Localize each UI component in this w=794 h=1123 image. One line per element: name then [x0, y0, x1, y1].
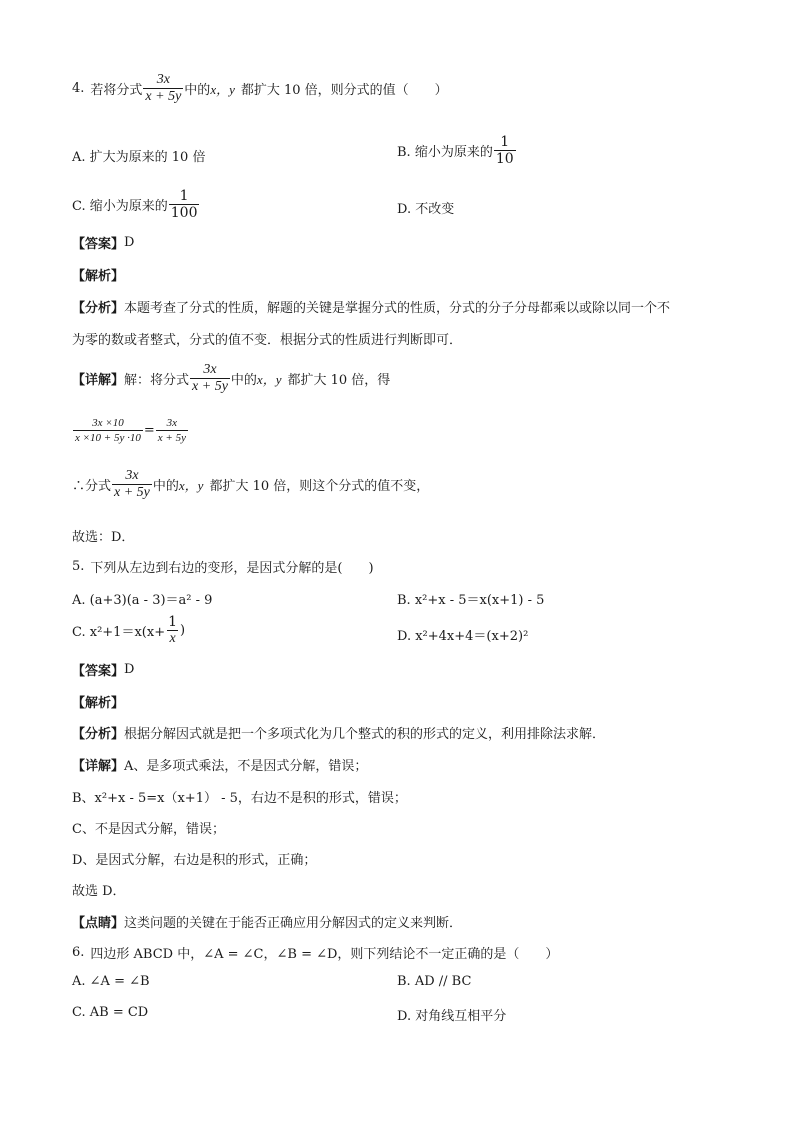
q5-xiangjie-c [72, 818, 225, 837]
q5-dianjing-tag: 【点睛】 [72, 916, 125, 931]
q5-dianjing-text: 这类问题的关键在于能否正确应用分解因式的定义来判断． [124, 916, 463, 931]
q5-xiangjie-b-text: B、x²+x - 5=x（x+1） - 5，右边不是积的形式，错误； [72, 791, 407, 806]
q5-fenxi-tag: 【分析】 [72, 727, 125, 742]
q5-option-b-text: B. x²+x - 5＝x(x+1) - 5 [397, 593, 545, 608]
q5-option-c-den: x [169, 631, 176, 646]
q5-option-a [72, 589, 212, 608]
q4-fenxi-2 [72, 329, 462, 348]
q5-analysis-label: 【解析】 [72, 696, 125, 711]
q4-number: 4. [72, 81, 85, 96]
q5-answer-tag: 【答案】 [72, 664, 125, 679]
q4-therefore [72, 468, 429, 501]
q4-option-a [72, 146, 205, 165]
q4-option-c-den: 100 [170, 205, 198, 221]
q4-xiangjie-tag: 【详解】 [72, 373, 125, 388]
q4-eq-left-den: x ×10 + 5y ·10 [75, 432, 141, 444]
q4-xiangjie-vars: x，y [256, 372, 282, 387]
q6-option-a-text: A. ∠A = ∠B [72, 974, 150, 989]
q6-number: 6. [72, 945, 85, 960]
q4-option-c-fraction [169, 188, 200, 221]
q4-option-b-den: 10 [495, 151, 514, 167]
q4-stem [72, 72, 448, 105]
q4-therefore-vars: x，y [178, 478, 204, 493]
q5-option-b [397, 589, 544, 608]
q4-therefore-c: 都扩大 10 倍，则这个分式的值不变， [209, 479, 430, 494]
q5-fenxi-text: 根据分解因式就是把一个多项式化为几个整式的积的形式的定义，利用排除法求解． [124, 727, 606, 742]
q4-xiangjie-1 [72, 362, 390, 395]
q5-stem [72, 557, 374, 576]
q4-option-d-text: D. 不改变 [397, 202, 455, 217]
q4-fraction-num: 3x [156, 72, 170, 87]
q4-xiangjie-1c: 都扩大 10 倍，得 [287, 373, 391, 388]
q4-fenxi-text-1: 本题考查了分式的性质，解题的关键是掌握分式的性质，分式的分子分母都乘以或除以同一个不 [124, 301, 671, 316]
q4-middle: 中的 [184, 83, 211, 98]
q6-option-b [397, 974, 471, 989]
q4-xiangjie-1a: 解：将分式 [124, 373, 190, 388]
q5-option-c-pre: C. x²+1＝x(x+ [72, 625, 166, 640]
q6-stem [72, 943, 558, 962]
q6-option-a [72, 974, 150, 989]
q4-eq-right-fraction [156, 416, 188, 445]
q4-eq-left-fraction [73, 416, 143, 445]
q6-question: 四边形 ABCD 中，∠A = ∠C，∠B = ∠D，则下列结论不一定正确的是（ ） [90, 947, 559, 962]
q4-fraction [143, 72, 183, 105]
q5-xiangjie-a-text: A、是多项式乘法，不是因式分解，错误； [124, 759, 368, 774]
q5-option-c-post: ) [180, 623, 186, 638]
q6-option-c-text: C. AB = CD [72, 1005, 149, 1020]
q5-answer-value: D [124, 662, 135, 677]
q5-question: 下列从左边到右边的变形，是因式分解的是( ) [90, 561, 374, 576]
q4-xiangjie-fraction-den: x + 5y [192, 379, 228, 394]
q4-fraction-den: x + 5y [145, 89, 182, 104]
q4-choose [72, 526, 134, 545]
q4-therefore-fraction-den: x + 5y [114, 485, 150, 500]
q4-eq-right-num: 3x [166, 417, 178, 429]
q5-choose-text: 故选 D． [72, 884, 126, 899]
q4-analysis-tag [72, 265, 124, 284]
q4-therefore-fraction-num: 3x [125, 468, 139, 483]
q5-option-a-text: A. (a+3)(a - 3)＝a² - 9 [72, 593, 213, 608]
q4-therefore-fraction [112, 468, 152, 501]
q5-xiangjie-d-text: D、是因式分解，右边是积的形式，正确； [72, 853, 317, 868]
q4-eq-sign: = [143, 423, 155, 438]
q4-option-a-text: A. 扩大为原来的 10 倍 [72, 150, 206, 165]
q4-vars: x，y [210, 82, 235, 97]
q4-prefix: 若将分式 [90, 83, 143, 98]
q4-analysis-label: 【解析】 [72, 269, 125, 284]
q4-fenxi-tag: 【分析】 [72, 301, 125, 316]
q5-option-c-num: 1 [168, 614, 178, 630]
q5-option-c-fraction [166, 614, 179, 647]
q4-equation [72, 416, 189, 445]
q4-answer-tag: 【答案】 [72, 237, 125, 252]
q5-option-d [397, 625, 528, 644]
q4-option-b-text: B. 缩小为原来的 [397, 145, 493, 160]
q4-xiangjie-1b: 中的 [230, 373, 257, 388]
q4-choose-text: 故选：D． [72, 530, 135, 545]
q4-answer [72, 233, 134, 252]
q4-xiangjie-fraction-num: 3x [203, 362, 217, 377]
q4-xiangjie-fraction [190, 362, 230, 395]
q4-option-b [397, 134, 517, 167]
q5-xiangjie-b [72, 787, 407, 806]
q4-answer-value: D [124, 235, 135, 250]
q5-choose [72, 880, 126, 899]
q4-suffix: 都扩大 10 倍，则分式的值（ ） [240, 83, 448, 98]
q5-number: 5. [72, 559, 85, 574]
q4-option-c-num: 1 [179, 188, 189, 204]
q4-eq-right-den: x + 5y [157, 432, 186, 444]
q5-option-d-text: D. x²+4x+4＝(x+2)² [397, 629, 529, 644]
q5-fenxi [72, 723, 605, 742]
q5-analysis-tag [72, 692, 124, 711]
q4-option-b-num: 1 [500, 134, 510, 150]
q5-xiangjie-d [72, 849, 316, 868]
q5-option-c [72, 614, 185, 647]
q5-xiangjie-c-text: C、不是因式分解，错误； [72, 822, 225, 837]
q5-xiangjie-a [72, 755, 367, 774]
q5-xiangjie-tag: 【详解】 [72, 759, 125, 774]
q5-answer [72, 660, 134, 679]
q4-option-b-fraction [494, 134, 516, 167]
q4-therefore-b: 中的 [152, 479, 179, 494]
q4-option-c-text: C. 缩小为原来的 [72, 199, 168, 214]
q4-option-d [397, 198, 454, 217]
q6-option-d [397, 1005, 506, 1024]
q4-eq-left-num: 3x ×10 [92, 417, 124, 429]
q4-fenxi-text-2: 为零的数或者整式，分式的值不变．根据分式的性质进行判断即可． [72, 333, 463, 348]
q6-option-d-text: D. 对角线互相平分 [397, 1009, 507, 1024]
q6-option-c [72, 1005, 148, 1020]
q6-option-b-text: B. AD // BC [397, 974, 472, 989]
q4-fenxi-1 [72, 297, 670, 316]
q4-option-c [72, 188, 200, 221]
q5-dianjing [72, 912, 462, 931]
q4-therefore-a: ∴分式 [72, 479, 112, 494]
